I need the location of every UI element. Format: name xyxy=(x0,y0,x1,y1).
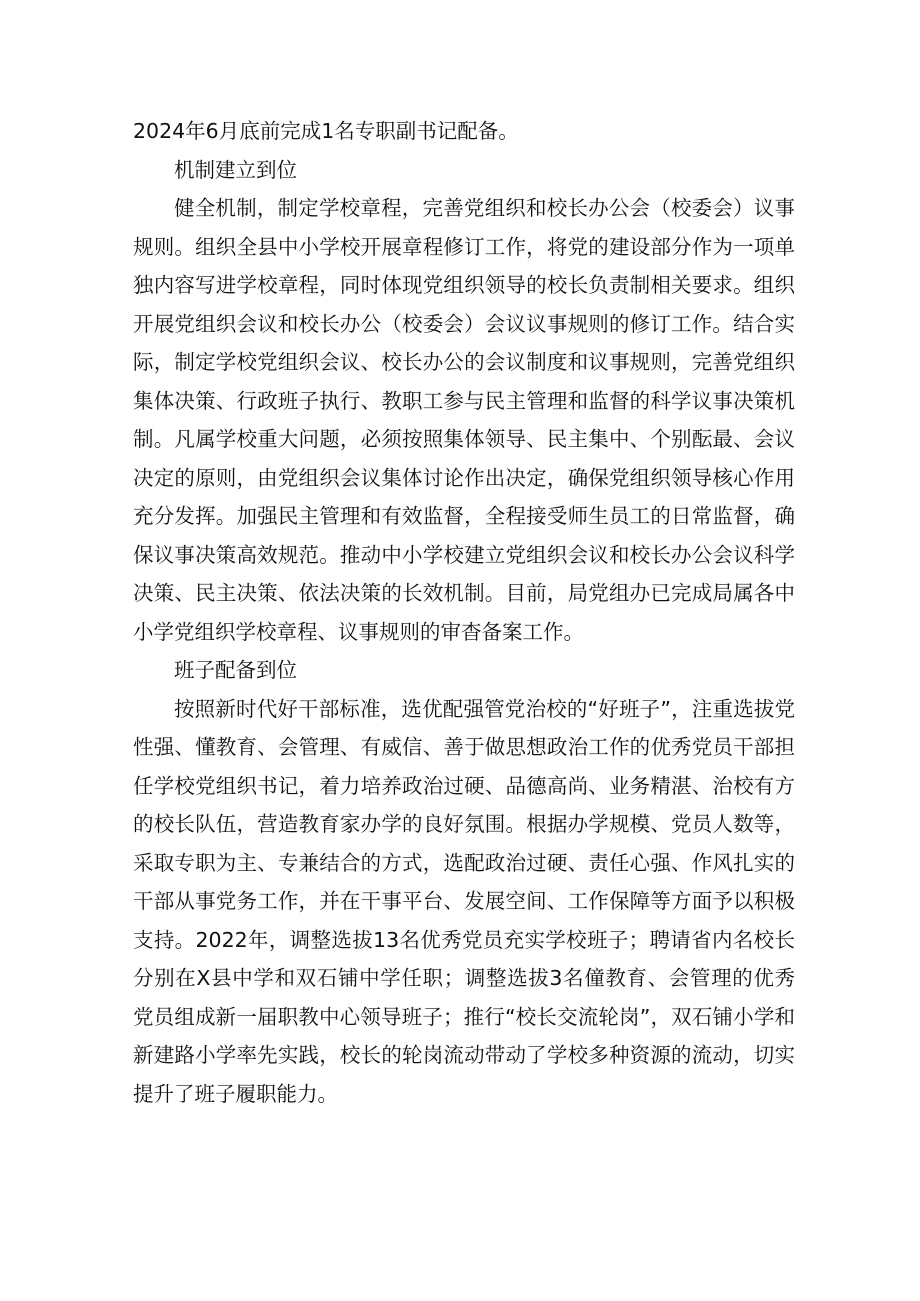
paragraph-mechanism: 健全机制，制定学校章程，完善党组织和校长办公会（校委会）议事规则。组织全县中小学校开展章程修订工作，将党的建设部分作为一项单独内容写进学校章程，同时体现党组织领导的校长负责制相关要求。组织开展党组织会议和校长办公（校委会）会议议事规则的修订工作。结合实际，制定学校党组织会议、校长办公的会议制度和议事规则，完善党组织集体决策、行政班子执行、教职工参与民主管理和监督的科学议事决策机制。凡属学校重大问题，必须按照集体领导、民主集中、个别酝最、会议决定的原则，由党组织会议集体讨论作出决定，确保党组织领导核心作用充分发挥。加强民主管理和有效监督，全程接受师生员工的日常监督，确保议事决策高效规范。推动中小学校建立党组织会议和校长办公会议科学决策、民主决策、依法决策的长效机制。目前，局党组办已完成局属各中小学党组织学校章程、议事规则的审杳备案工作。 xyxy=(133,196,795,644)
paragraph-staffing-deadline: 2024年6月底前完成1名专职副书记配备。 xyxy=(133,119,519,143)
paragraph-leadership-team: 按照新时代好干部标准，选优配强管党治校的“好班子”，注重选拔党性强、懂教育、会管理、有威信、善于做思想政治工作的优秀党员干部担任学校党组织书记，着力培养政治过硬、品德高尚、业务精湛、治校有方的校长队伍，营造教育家办学的良好氛围。根据办学规模、党员人数等，采取专职为主、专兼结合的方式，选配政治过硬、责任心强、作风扎实的干部从事党务工作，并在干事平台、发展空间、工作保障等方面予以积极支持。2022年，调整选拔13名优秀党员充实学校班子；聘请省内名校长分别在X县中学和双石铺中学任职；调整选拔3名僮教育、会管理的优秀党员组成新一届职教中心领导班子；推行“校长交流轮岗”，双石铺小学和新建路小学率先实践，校长的轮岗流动带动了学校多种资源的流动，切实提升了班子履职能力。 xyxy=(133,696,795,1106)
section-heading-leadership-team: 班子配备到位 xyxy=(174,658,297,682)
document-body xyxy=(133,112,795,1113)
section-heading-mechanism: 机制建立到位 xyxy=(174,157,297,182)
